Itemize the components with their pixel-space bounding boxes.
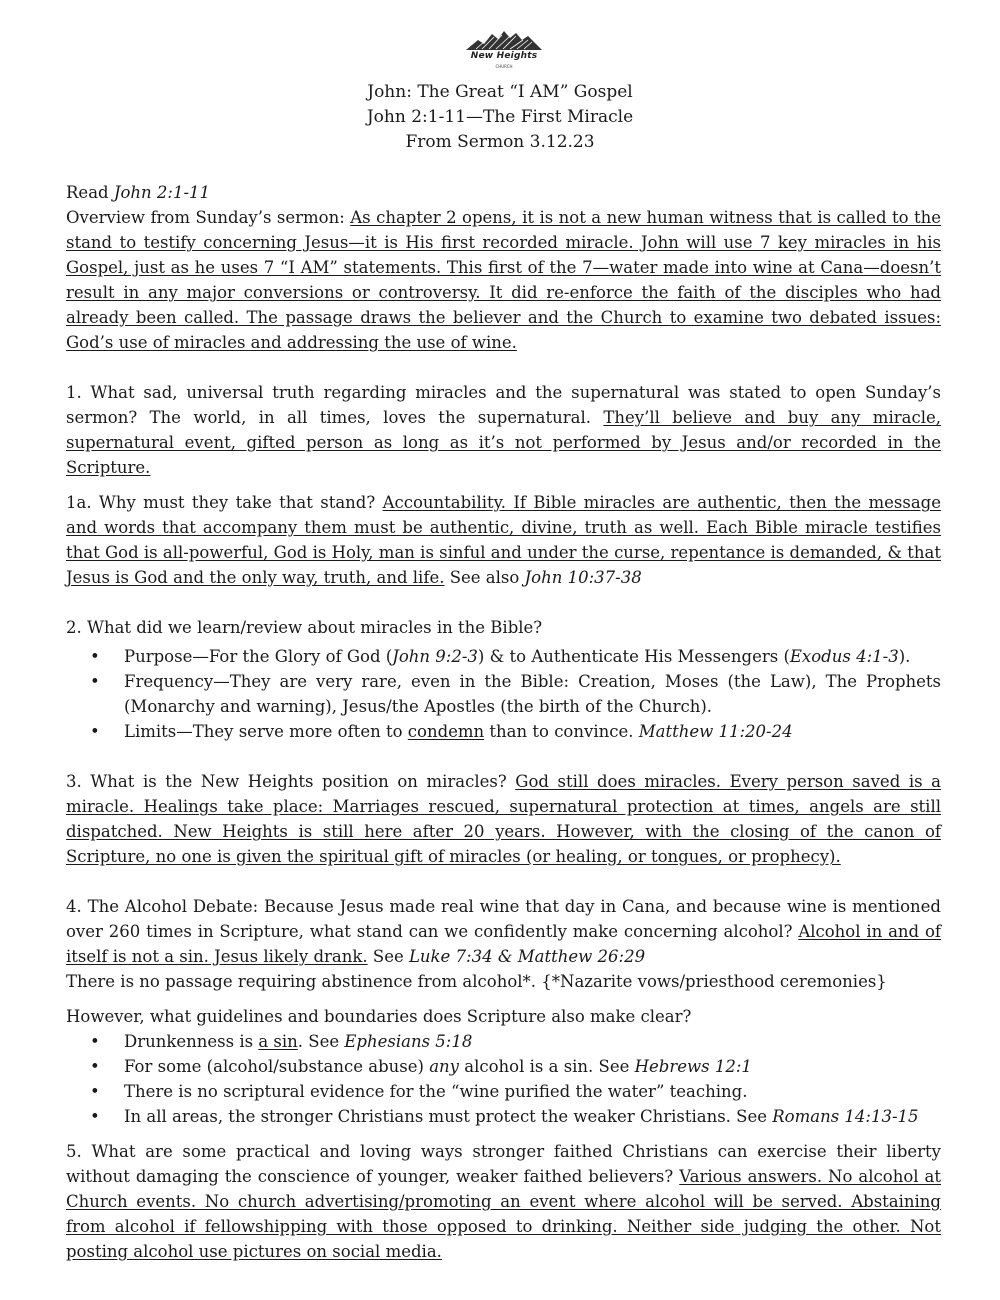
emphasis-text: any xyxy=(429,1057,459,1076)
see-also-label: See also xyxy=(444,568,525,587)
question-1a-text: 1a. Why must they take that stand? xyxy=(66,493,383,512)
item-text: Drunkenness is xyxy=(124,1032,259,1051)
guidelines-list xyxy=(66,1029,941,1129)
item-text: Purpose—For the Glory of God ( xyxy=(124,647,393,666)
overview-label: Overview from Sunday’s sermon: xyxy=(66,208,351,227)
list-item xyxy=(66,1079,941,1104)
question-3 xyxy=(66,769,941,869)
logo-subtitle: CHURCH xyxy=(495,64,513,69)
item-text: Frequency—They are very rare, even in the Bible: Creation, Moses (the Law), The Prophets (Monarchy and warning), Jesus/the Apostles (the birth of the Church). xyxy=(124,672,941,716)
abstinence-note: There is no passage requiring abstinence from alcohol*. {*Nazarite vows/priesthood ceremonies} xyxy=(66,972,887,991)
bullet-icon: • xyxy=(90,672,100,691)
miracles-list xyxy=(66,644,941,744)
question-4-text: 4. The Alcohol Debate: Because Jesus made real wine that day in Cana, and because wine is mentioned over 260 times in Scripture, what stand can we confidently make concerning alcohol? xyxy=(66,897,941,941)
list-item xyxy=(66,669,941,719)
question-1a xyxy=(66,490,941,590)
bullet-icon: • xyxy=(90,647,100,666)
bullet-icon: • xyxy=(90,1082,100,1101)
item-text: In all areas, the stronger Christians must protect the weaker Christians. See xyxy=(124,1107,773,1126)
list-item xyxy=(66,1029,941,1054)
item-text: ). xyxy=(898,647,911,666)
series-title: John: The Great “I AM” Gospel xyxy=(367,82,633,102)
item-text: . See xyxy=(297,1032,345,1051)
see-label: See xyxy=(367,947,409,966)
question-3-text: 3. What is the New Heights position on miracles? xyxy=(66,772,516,791)
scripture-reference: Luke 7:34 & Matthew 26:29 xyxy=(408,947,646,966)
item-text: than to convince. xyxy=(484,722,639,741)
guidelines-question: However, what guidelines and boundaries does Scripture also make clear? xyxy=(66,1007,692,1026)
item-text: There is no scriptural evidence for the “wine purified the water” teaching. xyxy=(124,1082,748,1101)
scripture-reference: Exodus 4:1-3 xyxy=(789,647,899,666)
document-header xyxy=(0,80,1000,155)
question-5-text: 5. What are some practical and loving ways stronger faithed Christians can exercise their liberty without damaging the conscience of younger, weaker faithed believers? xyxy=(66,1142,941,1186)
scripture-reference: Hebrews 12:1 xyxy=(634,1057,752,1076)
question-1-answer: They’ll believe and buy any miracle, supernatural event, gifted person as long as it’s not performed by Jesus and/or recorded in the Scripture. xyxy=(66,408,941,477)
item-text: alcohol is a sin. See xyxy=(459,1057,635,1076)
list-item xyxy=(66,1104,941,1129)
question-1 xyxy=(66,380,941,480)
question-2: 2. What did we learn/review about miracles in the Bible? xyxy=(66,618,543,637)
lesson-title: John 2:1-11—The First Miracle xyxy=(366,107,634,127)
church-logo xyxy=(462,28,546,78)
list-item xyxy=(66,1054,941,1079)
item-text: For some (alcohol/substance abuse) xyxy=(124,1057,430,1076)
question-5-answer: Various answers. No alcohol at Church events. No church advertising/promoting an event where alcohol will be served. Abstaining from alcohol if fellowshipping with those opposed to drinking. Neither side judging the other. Not posting alcohol use pictures on social media. xyxy=(66,1167,942,1261)
question-4 xyxy=(66,894,941,969)
study-content xyxy=(66,180,941,1264)
question-3-answer: God still does miracles. Every person saved is a miracle. Healings take place: Marriages rescued, supernatural protection at times, angels are still dispatched. New Heights is still here after 20 years. However, with the closing of the canon of Scripture, no one is given the spiritual gift of miracles (or healing, or tongues, or prophecy). xyxy=(66,772,941,866)
read-reference: John 2:1-11 xyxy=(113,183,211,202)
question-1-text: 1. What sad, universal truth regarding miracles and the supernatural was stated to open Sunday’s sermon? The world, in all times, loves the supernatural. xyxy=(66,383,941,427)
underlined-answer: condemn xyxy=(407,722,485,741)
bullet-icon: • xyxy=(90,1032,100,1051)
see-also-reference: John 10:37-38 xyxy=(524,568,642,587)
underlined-answer: a sin xyxy=(258,1032,298,1051)
item-text: ) & to Authenticate His Messengers ( xyxy=(477,647,790,666)
scripture-reference: Ephesians 5:18 xyxy=(344,1032,473,1051)
read-line xyxy=(66,180,941,205)
read-label: Read xyxy=(66,183,114,202)
question-1a-answer: Accountability. If Bible miracles are authentic, then the message and words that accompany them must be authentic, divine, truth as well. Each Bible miracle testifies that God is all-powerful, God is Holy, man is sinful and under the curse, repentance is demanded, & that Jesus is God and the only way, truth, and life. xyxy=(66,493,941,587)
bullet-icon: • xyxy=(90,722,100,741)
bullet-icon: • xyxy=(90,1107,100,1126)
overview-text: As chapter 2 opens, it is not a new human witness that is called to the stand to testify concerning Jesus—it is His first recorded miracle. John will use 7 key miracles in his Gospel, just as he uses 7 “I AM” statements. This first of the 7—water made into wine at Cana—doesn’t result in any major conversions or controversy. It did re-enforce the faith of the disciples who had already been called. The passage draws the believer and the Church to examine two debated issues: God’s use of miracles and addressing the use of wine. xyxy=(66,208,941,352)
scripture-reference: Romans 14:13-15 xyxy=(772,1107,919,1126)
sermon-date: From Sermon 3.12.23 xyxy=(405,132,595,152)
bullet-icon: • xyxy=(90,1057,100,1076)
logo-name: New Heights xyxy=(470,51,538,61)
overview-paragraph xyxy=(66,205,941,355)
list-item xyxy=(66,719,941,744)
scripture-reference: John 9:2-3 xyxy=(392,647,478,666)
question-4-answer: Alcohol in and of itself is not a sin. Jesus likely drank. xyxy=(66,922,941,966)
scripture-reference: Matthew 11:20-24 xyxy=(638,722,793,741)
mountain-logo-icon xyxy=(462,28,546,52)
question-5 xyxy=(66,1139,941,1264)
list-item xyxy=(66,644,941,669)
item-text: Limits—They serve more often to xyxy=(124,722,408,741)
